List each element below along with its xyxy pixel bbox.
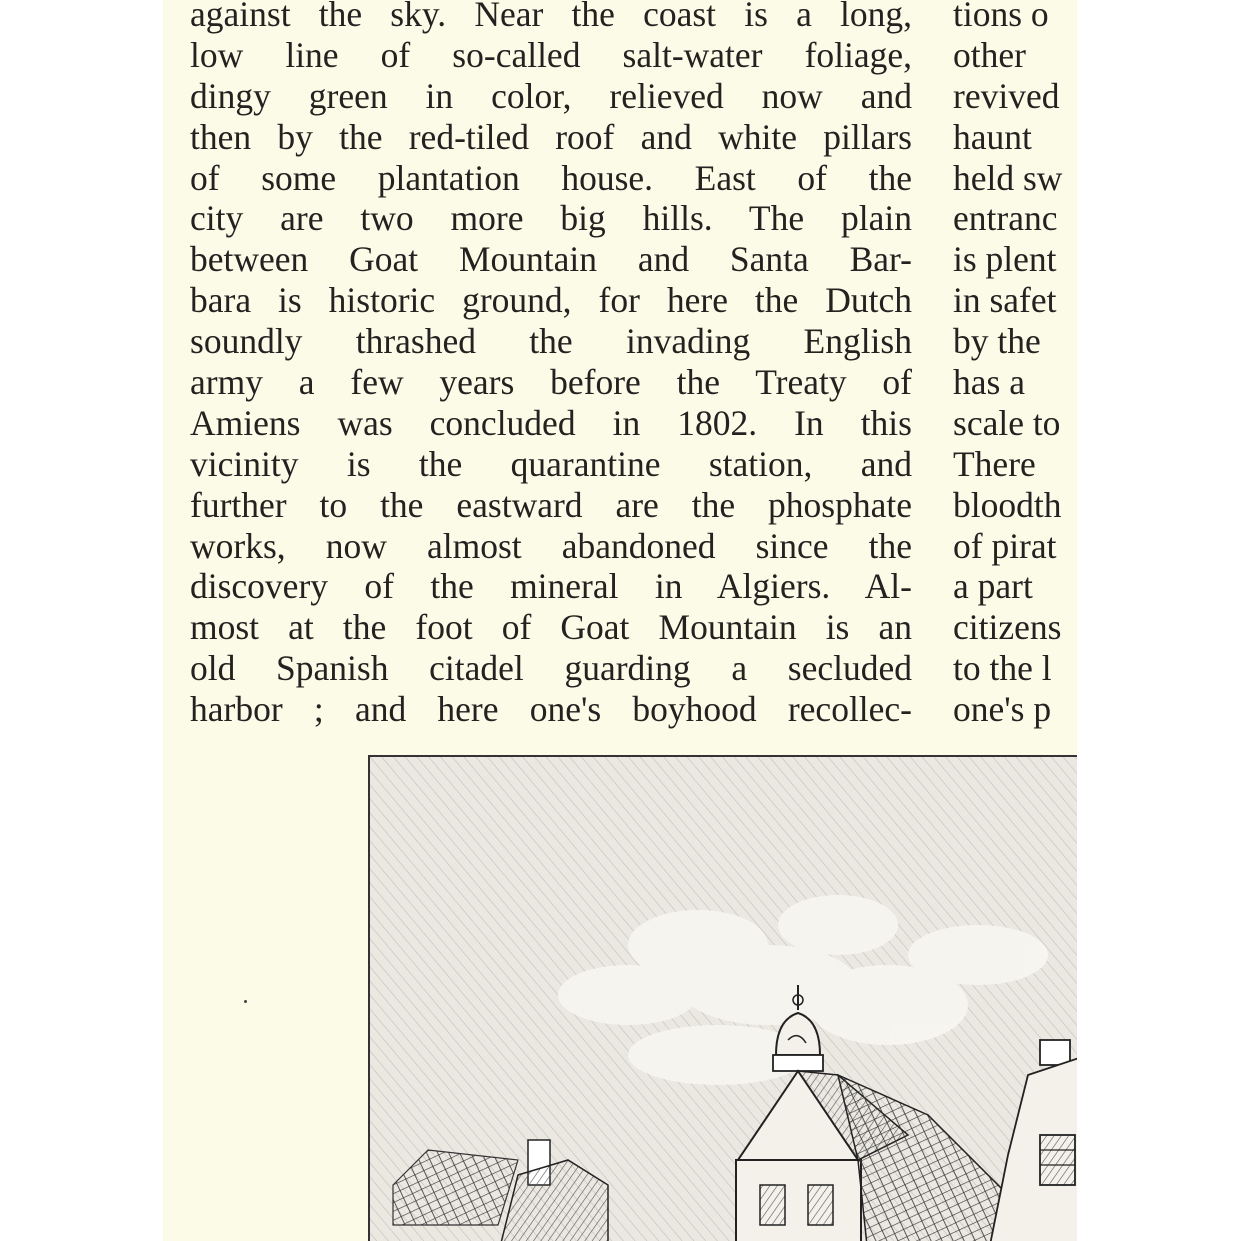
text-line: entranc [953,198,1058,239]
text-line: a part [953,566,1033,607]
text-line: other [953,34,1026,75]
text-line: There [953,443,1036,484]
text-line: in safet [953,280,1057,321]
text-line: one's p [953,689,1052,730]
text-line: soundly thrashed the invading English [190,321,912,362]
text-line: bloodth [953,484,1062,525]
text-line: old Spanish citadel guarding a secluded [190,648,912,689]
text-line: of pirat [953,525,1057,566]
text-line: further to the eastward are the phosphate [190,484,912,525]
engraving-illustration [368,755,1077,1241]
text-line: has a [953,362,1025,403]
left-text-column [190,0,912,730]
text-line: haunt [953,116,1032,157]
text-line: is plent [953,239,1057,280]
text-line: bara is historic ground, for here the Dutch [190,280,912,321]
text-line: by the [953,321,1041,362]
text-line: revived [953,75,1060,116]
text-line: city are two more big hills. The plain [190,198,912,239]
text-line: dingy green in color, relieved now and [190,75,912,116]
text-line: harbor ; and here one's boyhood recollec- [190,689,912,730]
text-line: of some plantation house. East of the [190,157,912,198]
text-line: tions o [953,0,1049,34]
document-page [163,0,1077,1241]
text-line: Amiens was concluded in 1802. In this [190,402,912,443]
text-line: army a few years before the Treaty of [190,362,912,403]
text-line: against the sky. Near the coast is a long, [190,0,912,34]
print-speck [244,1000,247,1003]
text-line: vicinity is the quarantine station, and [190,443,912,484]
text-line: works, now almost abandoned since the [190,525,912,566]
text-line: between Goat Mountain and Santa Bar- [190,239,912,280]
text-line: most at the foot of Goat Mountain is an [190,607,912,648]
right-text-column [953,0,1077,730]
text-line: low line of so-called salt-water foliage, [190,34,912,75]
text-line: scale to [953,402,1061,443]
text-line: to the l [953,648,1052,689]
text-line: citizens [953,607,1062,648]
text-line: discovery of the mineral in Algiers. Al- [190,566,912,607]
text-line: held sw [953,157,1063,198]
text-line: then by the red-tiled roof and white pillars [190,116,912,157]
